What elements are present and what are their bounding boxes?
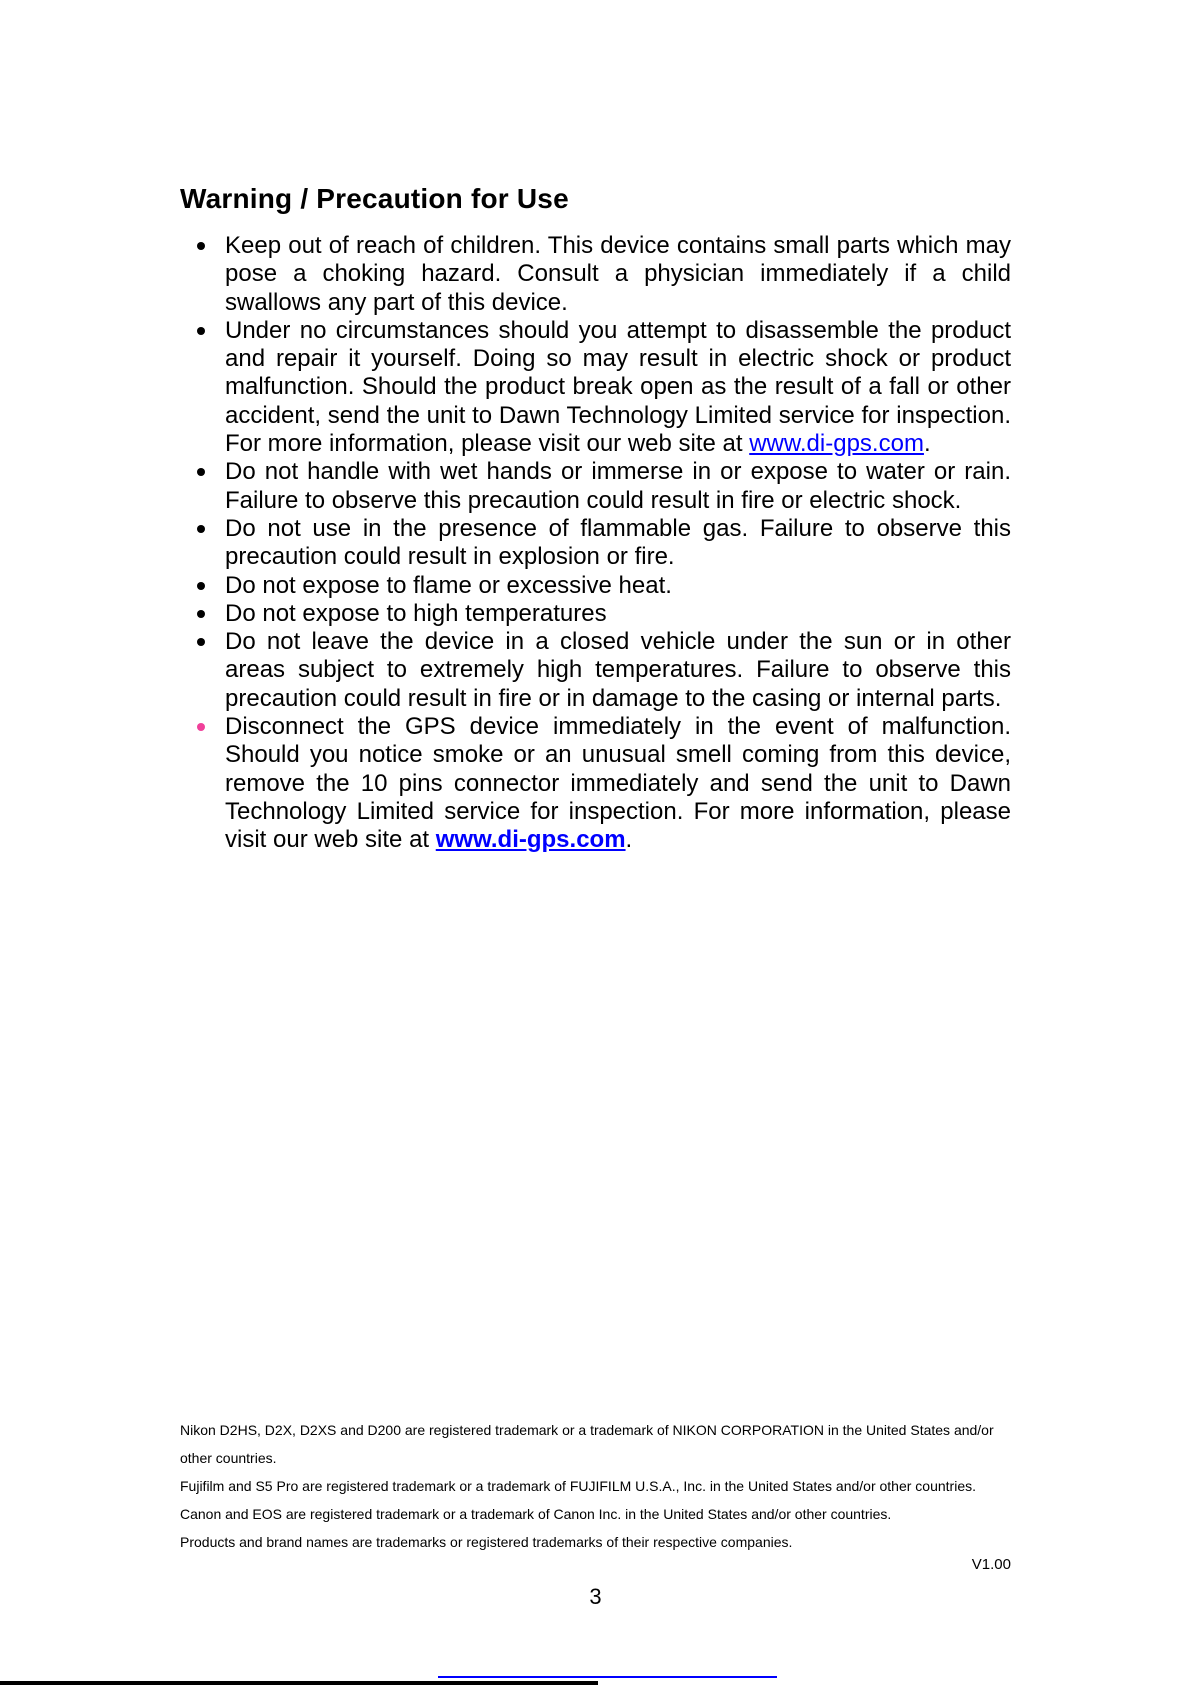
warning-item-high-temperatures [180,600,1011,628]
page-number: 3 [589,1584,602,1609]
warning-item-disassemble [180,317,1011,458]
bullet-icon [197,638,205,646]
warning-text: Do not handle with wet hands or immerse in or expose to water or rain. Failure to observe this precaution could result in fire or electric shock. [225,458,1011,514]
trademark-note-fujifilm: Fujifilm and S5 Pro are registered trademark or a trademark of FUJIFILM U.S.A., Inc. in the United States and/or other countries. [180,1478,977,1494]
warning-text: Do not leave the device in a closed vehicle under the sun or in other areas subject to extremely high temperatures. Failure to observe this precaution could result in fire or in damage to the casing or internal parts. [225,628,1011,712]
trademark-notes [180,1416,1015,1556]
bullet-icon [197,610,205,618]
bullet-icon [197,242,205,250]
di-gps-link-bold[interactable]: www.di-gps.com [435,826,626,854]
trademark-note-general: Products and brand names are trademarks or registered trademarks of their respective companies. [180,1534,793,1550]
bullet-icon [197,525,205,533]
warning-item-closed-vehicle [180,628,1011,713]
warning-list [180,232,1011,855]
page-edge-bar [0,1681,598,1685]
pink-bullet-icon [197,723,205,731]
bullet-icon [197,468,205,476]
warning-text: Under no circumstances should you attempt to disassemble the product and repair it yourself. Doing so may result in electric shock or product malfunction. Should the product break open as the result of a fall or other accident, send the unit to Dawn Technology Limited service for inspection. For more information, please visit our web site at [225,316,1011,458]
warning-item-flammable-gas [180,515,1011,572]
truncated-link-underline[interactable] [438,1676,777,1678]
warning-text: Do not use in the presence of flammable gas. Failure to observe this precaution could result in explosion or fire. [225,514,1011,571]
page-heading: Warning / Precaution for Use [180,182,569,214]
warning-item-wet-hands [180,458,1011,515]
warning-item-children [180,232,1011,317]
bullet-icon [197,582,205,590]
trademark-note-nikon: Nikon D2HS, D2X, D2XS and D200 are registered trademark or a trademark of NIKON CORPORATION in the United States and/or other countries. [180,1422,994,1466]
warning-text: Keep out of reach of children. This device contains small parts which may pose a choking hazard. Consult a physician immediately if a child swallows any part of this device. [225,232,1011,316]
bullet-icon [197,327,205,335]
warning-text: Do not expose to flame or excessive heat. [225,571,672,599]
di-gps-link[interactable]: www.di-gps.com [749,430,924,458]
warning-text: Do not expose to high temperatures [225,599,607,627]
warning-text: Disconnect the GPS device immediately in the event of malfunction. Should you notice smoke or an unusual smell coming from this device, remove the 10 pins connector immediately and send the unit to Dawn Technology Limited service for inspection. For more information, please visit our web site at [225,713,1011,854]
warning-text: . [625,826,633,854]
warning-text: . [923,430,931,458]
version-label: V1.00 [971,1556,1011,1573]
warning-item-disconnect [180,713,1011,854]
warning-item-flame-heat [180,572,1011,600]
trademark-note-canon: Canon and EOS are registered trademark or a trademark of Canon Inc. in the United States and/or other countries. [180,1506,892,1522]
